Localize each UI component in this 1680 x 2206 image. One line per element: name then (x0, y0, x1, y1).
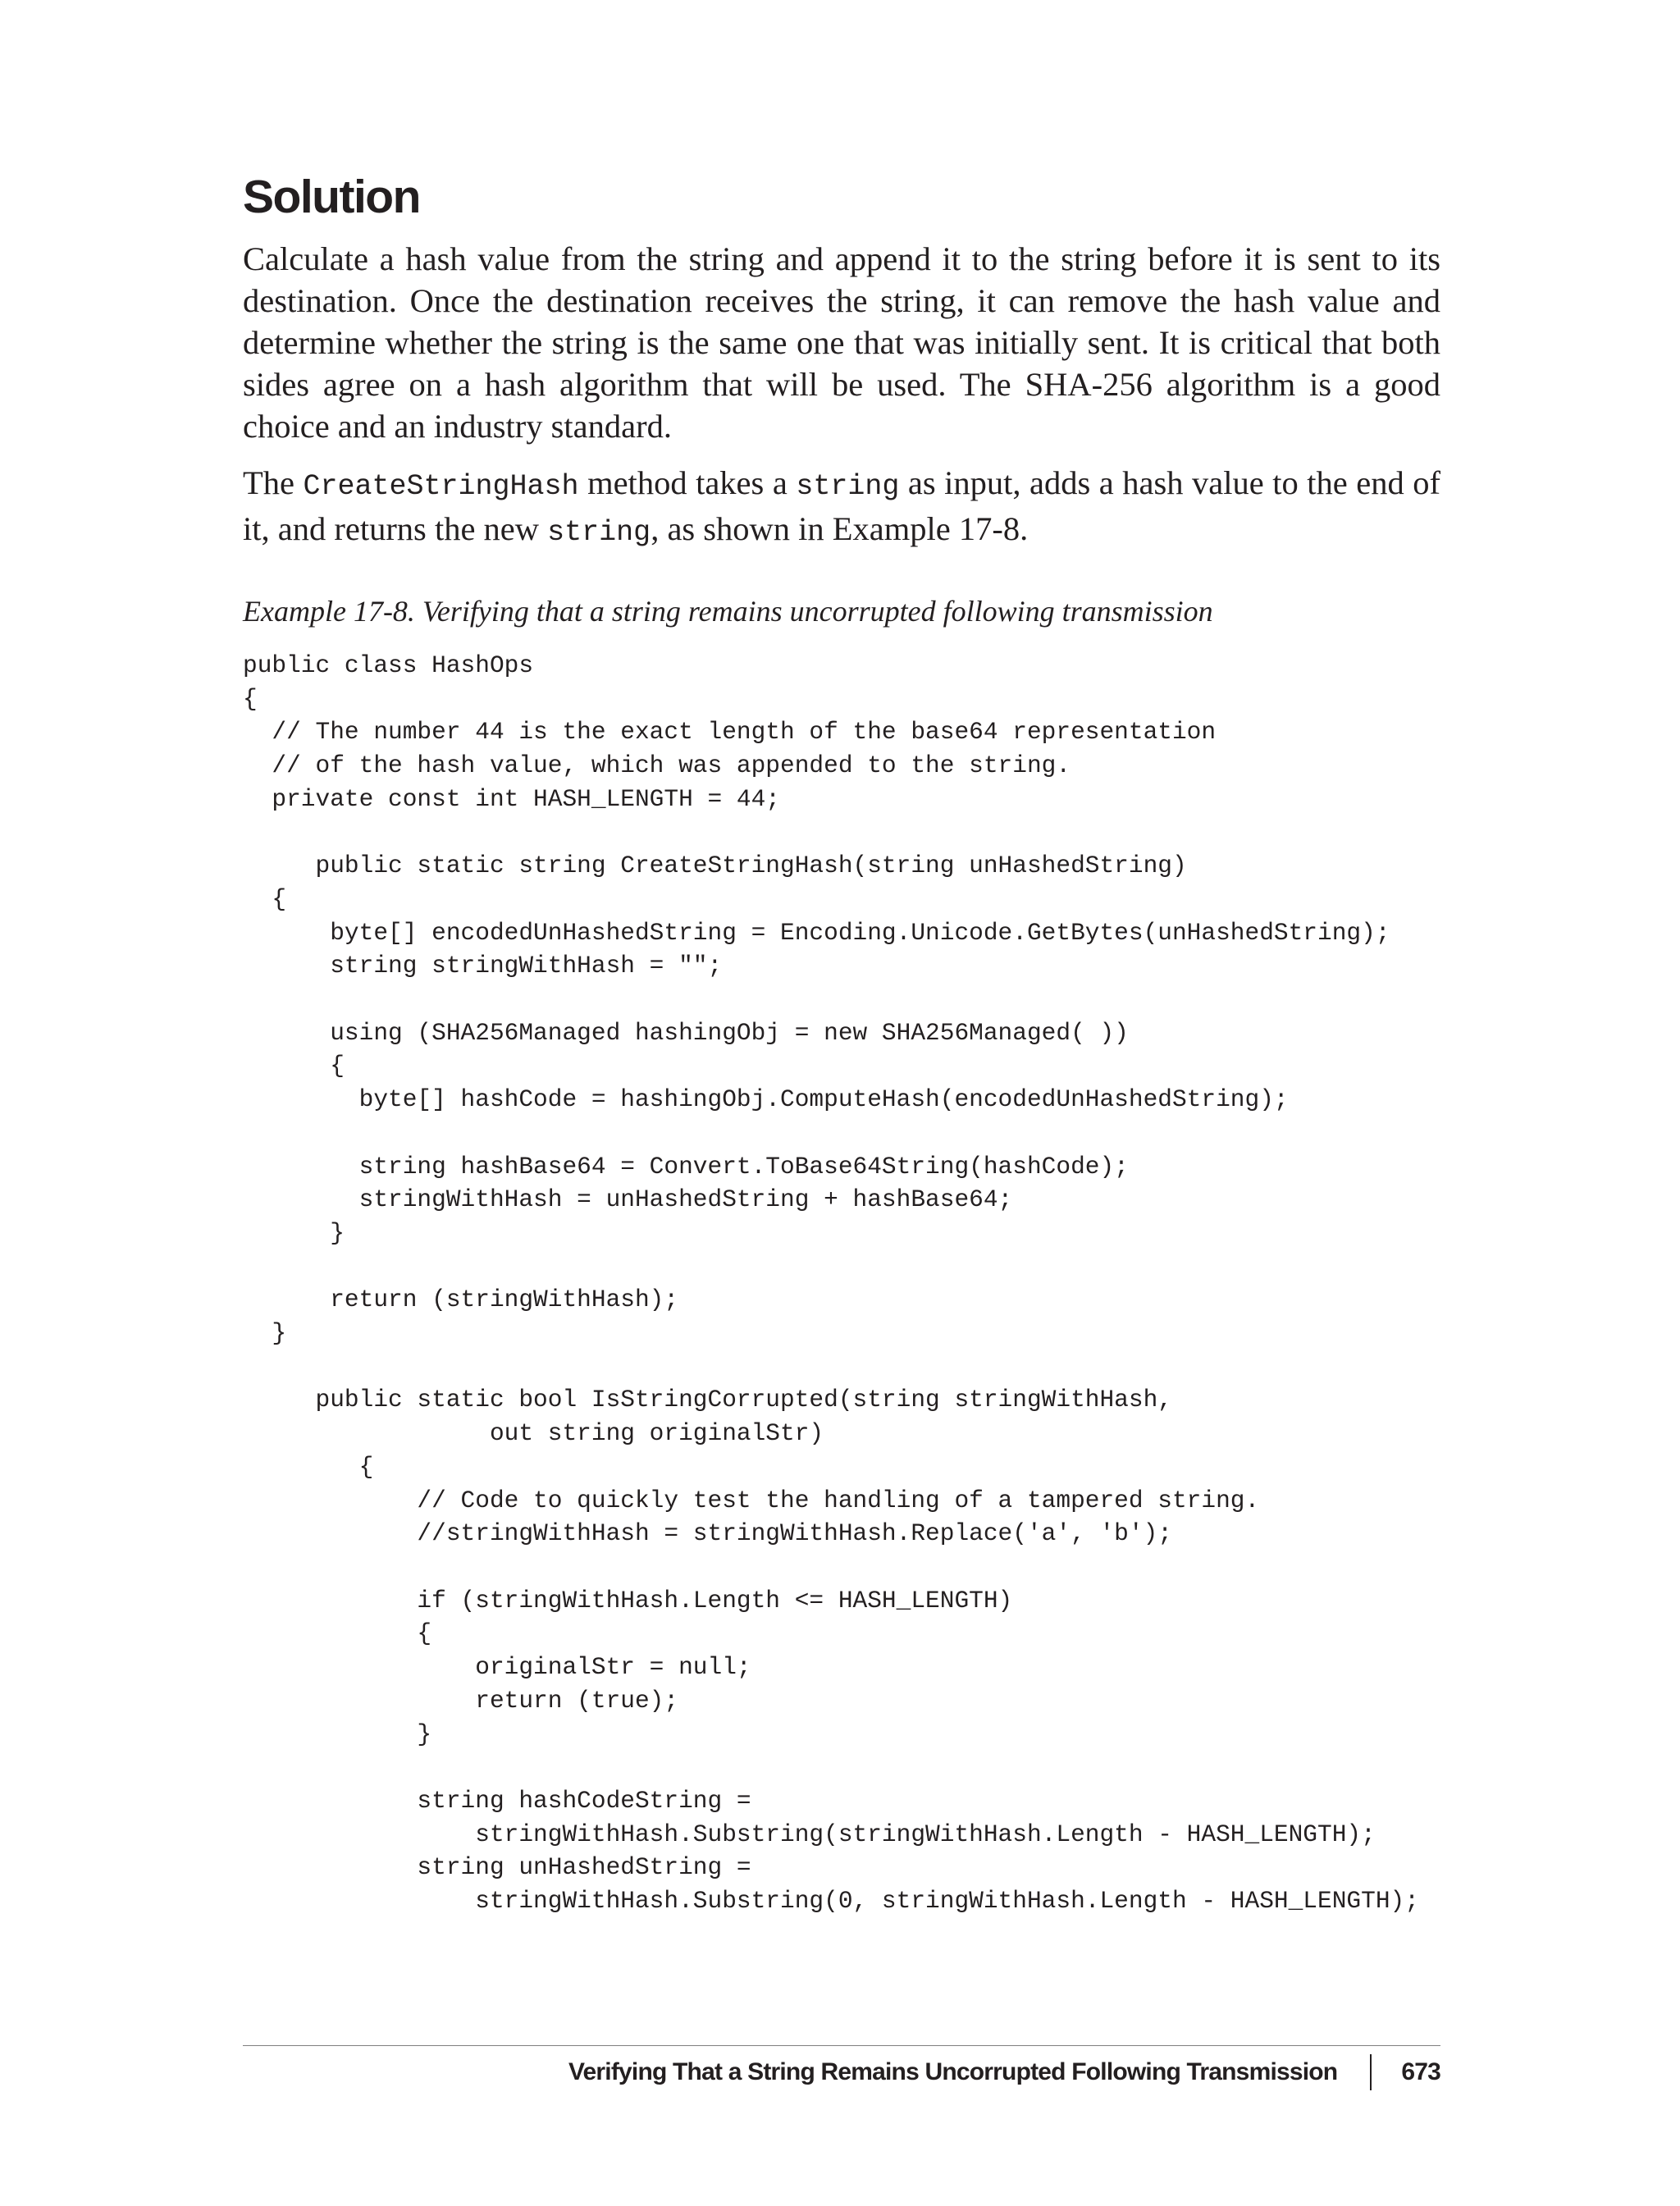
footer-divider (243, 2045, 1440, 2046)
inline-code-type: string (547, 516, 651, 549)
paragraph-text: as input, adds a hash value to the end of it, and returns the new (243, 464, 1441, 547)
running-title: Verifying That a String Remains Uncorrupted Following Transmission (568, 2058, 1338, 2085)
page-content (243, 164, 1440, 1918)
inline-code-type: string (796, 470, 900, 503)
paragraph-text: The (243, 464, 304, 501)
example-caption: Example 17-8. Verifying that a string remains uncorrupted following transmission (243, 595, 1213, 628)
page-footer (568, 2049, 1440, 2095)
method-description-paragraph (243, 462, 1440, 554)
page-number: 673 (1401, 2058, 1440, 2085)
inline-code-method-name: CreateStringHash (303, 470, 579, 503)
solution-paragraph: Calculate a hash value from the string and append it to the string before it is sent to its destination. Once the destination receives the string, it can remove the hash value and determine whether the string is the same one that was initially sent. It is critical that both sides agree on a hash algorithm that will be used. The SHA-256 algorithm is a good choice and an industry standard. (243, 240, 1440, 445)
code-listing: public class HashOps { // The number 44 is the exact length of the base64 representation // of the hash value, which was appended to the string. private const int HASH_LENGTH = 44; public static string CreateStringHash(string unHashedString) { byte[] encodedUnHashedString = Encoding.Unicode.GetBytes(unHashedString); string stringWithHash = ""; using (SHA256Managed hashingObj = new SHA256Managed( )) { byte[] hashCode = hashingObj.ComputeHash(encodedUnHashedString); string hashBase64 = Convert.ToBase64String(hashCode); stringWithHash = unHashedString + hashBase64; } return (stringWithHash); } public static bool IsStringCorrupted(string stringWithHash, out string originalStr) { // Code to quickly test the handling of a tampered string. //stringWithHash = stringWithHash.Replace('a', 'b'); if (stringWithHash.Length <= HASH_LENGTH) { originalStr = null; return (true); } string hashCodeString = stringWithHash.Substring(stringWithHash.Length - HASH_LENGTH); string unHashedString = stringWithHash.Substring(0, stringWithHash.Length - HASH_LENGTH); (243, 651, 1419, 1916)
paragraph-text: method takes a (578, 464, 797, 501)
footer-separator (1370, 2054, 1372, 2090)
paragraph-text: , as shown in Example 17-8. (651, 510, 1029, 547)
section-heading: Solution (243, 171, 420, 223)
